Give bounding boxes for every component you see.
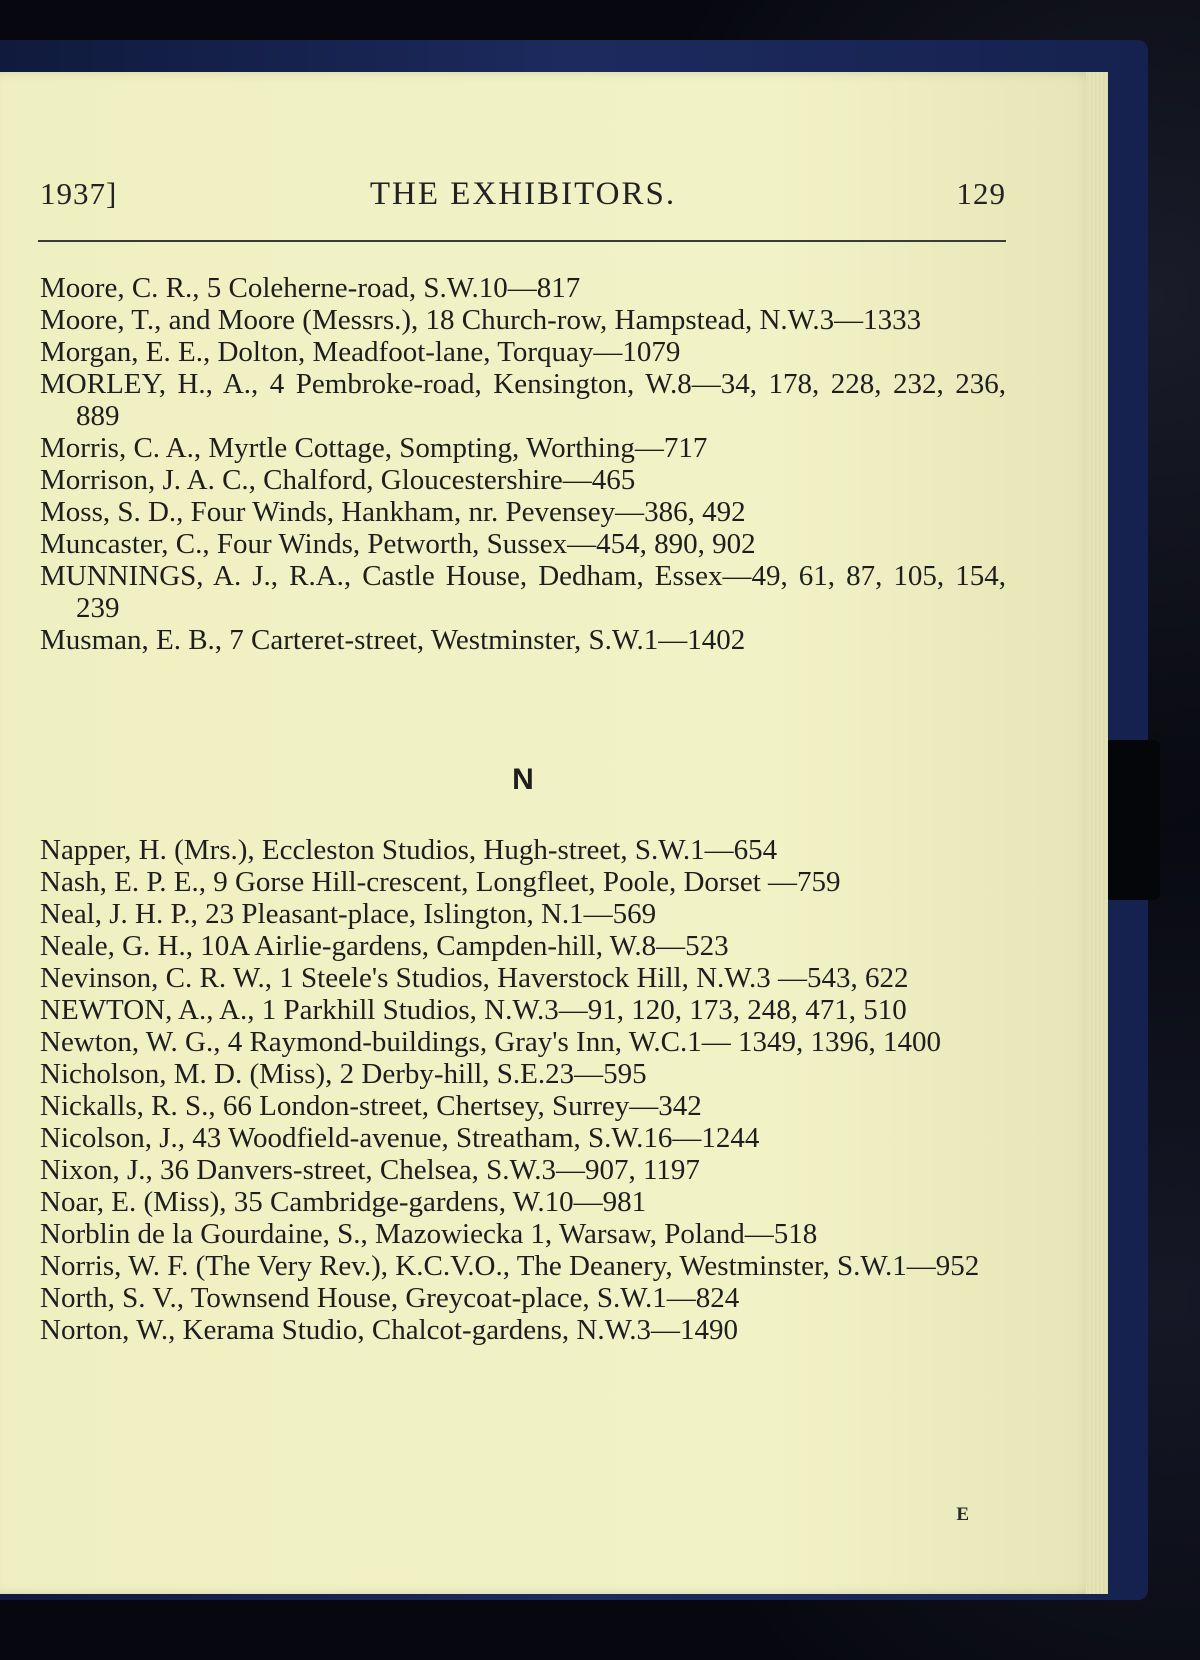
exhibitor-entry: Musman, E. B., 7 Carteret-street, Westminster, S.W.1—1402 (40, 624, 746, 656)
exhibitor-entry: Nicolson, J., 43 Woodfield-avenue, Streatham, S.W.16—1244 (40, 1122, 760, 1154)
exhibitor-entry: MUNNINGS, A. J., R.A., Castle House, Dedham, Essex—49, 61, 87, 105, 154, 239 (40, 560, 1006, 624)
exhibitor-entry: MORLEY, H., A., 4 Pembroke-road, Kensington, W.8—34, 178, 228, 232, 236, 889 (40, 368, 1006, 432)
exhibitor-entry: Nickalls, R. S., 66 London-street, Chertsey, Surrey—342 (40, 1090, 702, 1122)
exhibitor-entry: Morrison, J. A. C., Chalford, Gloucestershire—465 (40, 464, 636, 496)
exhibitor-entry: NEWTON, A., A., 1 Parkhill Studios, N.W.3—91, 120, 173, 248, 471, 510 (40, 994, 907, 1026)
signature-mark: E (956, 1504, 970, 1525)
cover-clasp (1105, 740, 1160, 900)
header-year: 1937] (40, 176, 118, 211)
exhibitor-list-m (40, 272, 1006, 656)
exhibitor-entry: Moore, T., and Moore (Messrs.), 18 Church-row, Hampstead, N.W.3—1333 (40, 304, 922, 336)
exhibitor-entry: Muncaster, C., Four Winds, Petworth, Sussex—454, 890, 902 (40, 528, 756, 560)
header-title: THE EXHIBITORS. (369, 176, 677, 212)
exhibitor-entry: Neal, J. H. P., 23 Pleasant-place, Islington, N.1—569 (40, 898, 657, 930)
exhibitor-entry: Neale, G. H., 10A Airlie-gardens, Campden-hill, W.8—523 (40, 930, 729, 962)
exhibitor-entry: Newton, W. G., 4 Raymond-buildings, Gray's Inn, W.C.1— 1349, 1396, 1400 (40, 1026, 941, 1058)
exhibitor-entry: Norton, W., Kerama Studio, Chalcot-gardens, N.W.3—1490 (40, 1314, 739, 1346)
exhibitor-list-n (40, 834, 1006, 1346)
exhibitor-entry: Morris, C. A., Myrtle Cottage, Sompting, Worthing—717 (40, 432, 708, 464)
exhibitor-entry: Moore, C. R., 5 Coleherne-road, S.W.10—817 (40, 272, 581, 304)
running-header (40, 176, 1006, 226)
page-number: 129 (956, 176, 1006, 211)
exhibitor-entry: Noar, E. (Miss), 35 Cambridge-gardens, W.10—981 (40, 1186, 647, 1218)
section-heading-n: N (512, 763, 534, 796)
exhibitor-entry: Norris, W. F. (The Very Rev.), K.C.V.O., The Deanery, Westminster, S.W.1—952 (40, 1250, 980, 1282)
exhibitor-entry: Moss, S. D., Four Winds, Hankham, nr. Pevensey—386, 492 (40, 496, 746, 528)
exhibitor-entry: North, S. V., Townsend House, Greycoat-place, S.W.1—824 (40, 1282, 740, 1314)
exhibitor-entry: Norblin de la Gourdaine, S., Mazowiecka 1, Warsaw, Poland—518 (40, 1218, 818, 1250)
exhibitor-entry: Morgan, E. E., Dolton, Meadfoot-lane, Torquay—1079 (40, 336, 681, 368)
header-rule (38, 240, 1006, 242)
page-stack-edge (1086, 72, 1108, 1594)
exhibitor-entry: Nicholson, M. D. (Miss), 2 Derby-hill, S.E.23—595 (40, 1058, 647, 1090)
exhibitor-entry: Nevinson, C. R. W., 1 Steele's Studios, Haverstock Hill, N.W.3 —543, 622 (40, 962, 909, 994)
exhibitor-entry: Nixon, J., 36 Danvers-street, Chelsea, S.W.3—907, 1197 (40, 1154, 700, 1186)
exhibitor-entry: Napper, H. (Mrs.), Eccleston Studios, Hugh-street, S.W.1—654 (40, 834, 778, 866)
exhibitor-entry: Nash, E. P. E., 9 Gorse Hill-crescent, Longfleet, Poole, Dorset —759 (40, 866, 841, 898)
